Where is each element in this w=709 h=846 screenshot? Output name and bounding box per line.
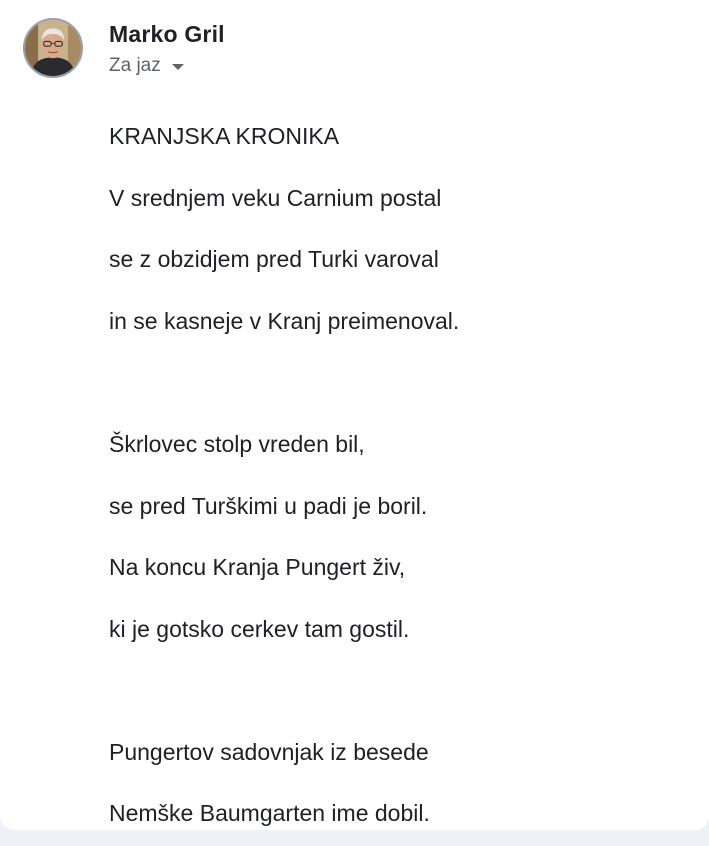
poem-line: in se kasneje v Kranj preimenoval.	[109, 308, 460, 334]
poem-line: se z obzidjem pred Turki varoval	[109, 246, 439, 272]
person-portrait-icon	[25, 20, 81, 76]
poem-line: ki je gotsko cerkev tam gostil.	[109, 616, 410, 642]
audience-label: Za jaz	[109, 55, 161, 76]
poem-line: Pungertov sadovnjak iz besede	[109, 739, 429, 765]
author-name[interactable]: Marko Gril	[109, 21, 225, 47]
audience-selector[interactable]	[109, 55, 184, 77]
poem-line: Nemške Baumgarten ime dobil.	[109, 800, 430, 826]
poem-line: Na koncu Kranja Pungert živ,	[109, 554, 406, 580]
poem-line: Škrlovec stolp vreden bil,	[109, 431, 365, 457]
poem-line: se pred Turškimi u padi je boril.	[109, 493, 428, 519]
caret-down-icon	[172, 64, 184, 70]
poem-title: KRANJSKA KRONIKA	[109, 123, 340, 149]
poem-line: V srednjem veku Carnium postal	[109, 185, 442, 211]
avatar[interactable]	[23, 18, 83, 78]
